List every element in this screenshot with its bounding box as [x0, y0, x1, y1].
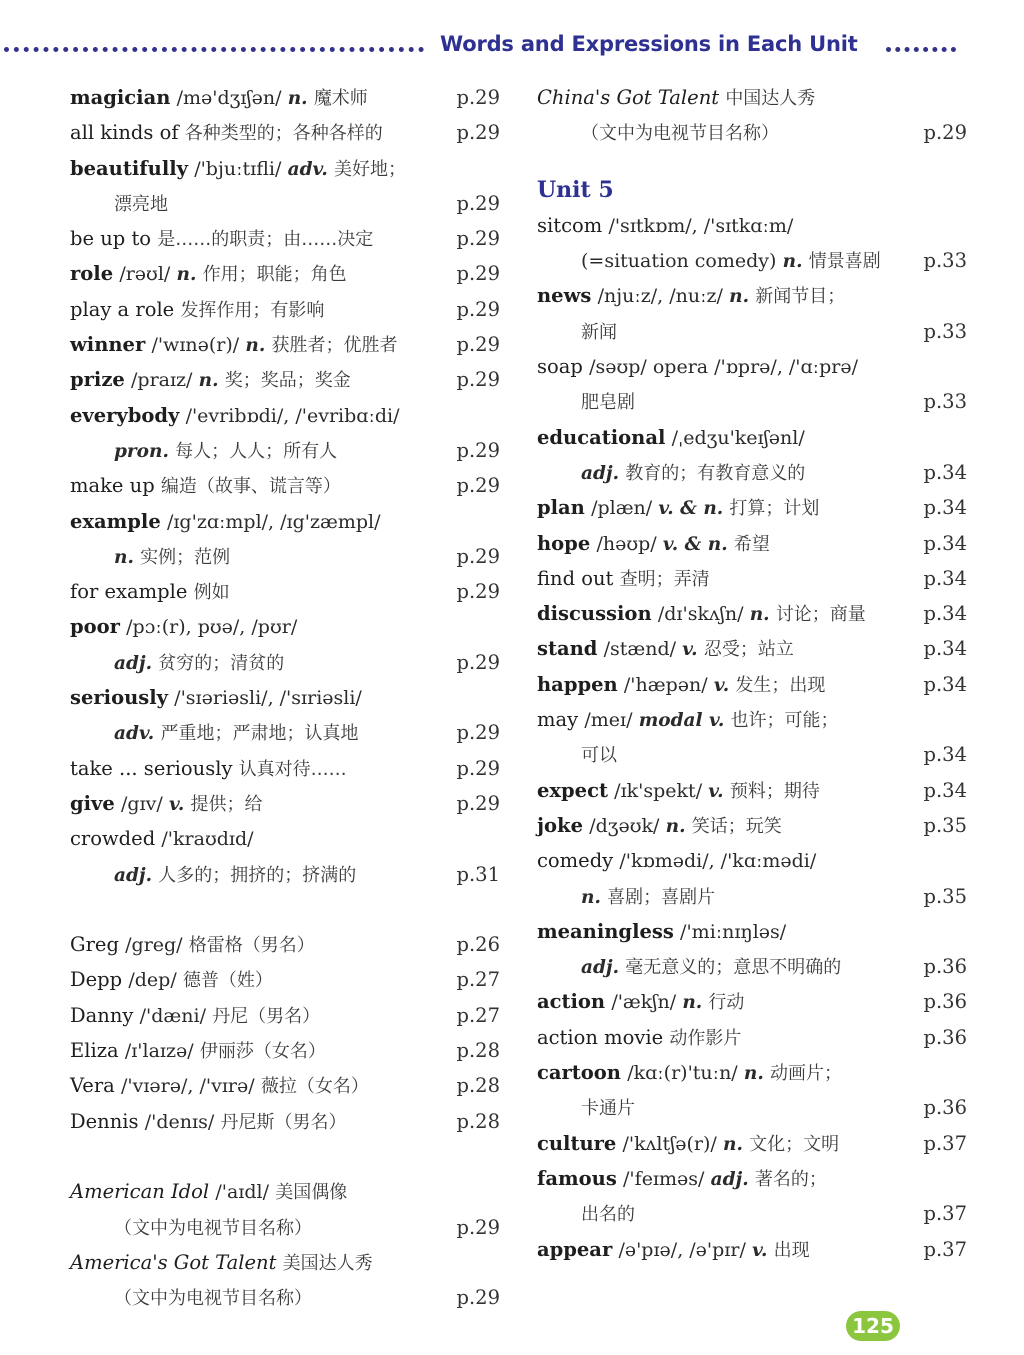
entry-phonetic: /stænd/ — [603, 638, 677, 661]
entry-phonetic: /'miːnɪŋləs/ — [680, 920, 787, 943]
entry-part-of-speech: n. — [723, 1133, 743, 1155]
entry-page-ref: p.29 — [456, 544, 500, 568]
entry-word: winner — [70, 333, 146, 357]
entry-translation: 新闻节目； — [755, 286, 846, 308]
entry-page-ref: p.29 — [456, 227, 500, 251]
entry-translation: 薇拉（女名） — [260, 1076, 369, 1098]
vocab-entry — [537, 526, 969, 561]
vocab-entry — [537, 314, 969, 349]
entry-word: beautifully — [70, 156, 188, 180]
entry-translation: 实例；范例 — [140, 546, 231, 568]
entry-translation: 打算；计划 — [729, 498, 820, 520]
entry-word: stand — [537, 637, 598, 661]
vocab-entry — [70, 539, 502, 574]
vocab-entry — [70, 609, 502, 644]
entry-page-ref: p.29 — [456, 474, 500, 498]
entry-word: culture — [537, 1131, 617, 1155]
entry-page-ref: p.29 — [456, 791, 500, 815]
entry-translation: （文中为电视节目名称） — [581, 123, 779, 145]
entry-page-ref: p.28 — [456, 1074, 500, 1098]
entry-part-of-speech: adj. — [710, 1168, 749, 1190]
left-column — [70, 80, 502, 1315]
entry-page-ref: p.29 — [456, 650, 500, 674]
entry-part-of-speech: adj. — [114, 864, 153, 886]
entry-word: comedy — [537, 849, 614, 873]
vocab-entry — [537, 914, 969, 949]
entry-translation: 行动 — [708, 992, 745, 1014]
entry-word: prize — [70, 368, 125, 392]
entry-phonetic: /səʊp/ opera /'ɒprə/, /'ɑːprə/ — [589, 356, 858, 379]
entry-translation: 动画片； — [770, 1063, 843, 1085]
vocab-entry — [70, 1104, 502, 1139]
entry-translation: 魔术师 — [313, 88, 368, 109]
entry-translation: 美国达人秀 — [282, 1252, 373, 1274]
vocab-entry — [537, 490, 969, 525]
entry-part-of-speech: adj. — [581, 957, 620, 979]
entry-translation: 获胜者；优胜者 — [271, 335, 398, 357]
vocab-entry — [70, 504, 502, 539]
entry-part-of-speech: n. — [176, 264, 197, 286]
entry-translation: 笑话；玩笑 — [691, 815, 782, 837]
entry-part-of-speech: v. — [752, 1239, 768, 1261]
entry-word: Dennis — [70, 1109, 139, 1133]
entry-page-ref: p.27 — [456, 968, 500, 992]
entry-phonetic: /greg/ — [125, 934, 183, 957]
entry-part-of-speech: n. — [245, 335, 266, 357]
entry-part-of-speech: n. — [782, 251, 803, 273]
entry-page-ref: p.37 — [923, 1202, 967, 1226]
entry-translation: 动作影片 — [669, 1027, 742, 1049]
entry-translation: 认真对待…… — [238, 758, 347, 780]
vocab-entry — [70, 927, 502, 962]
entry-page-ref: p.33 — [923, 319, 967, 343]
entry-page-ref: p.29 — [456, 756, 500, 780]
entry-word: may — [537, 708, 579, 732]
entry-phonetic: /'evribɒdi/, /'evribɑːdi/ — [185, 404, 400, 427]
entry-translation: 丹尼（男名） — [212, 1005, 321, 1027]
entry-translation: 德普（姓） — [182, 970, 273, 992]
entry-word: action — [537, 990, 606, 1014]
vocab-entry — [537, 561, 969, 596]
entry-phonetic: /ɪk'spekt/ — [614, 779, 703, 802]
spacer — [537, 151, 969, 171]
entry-part-of-speech: n. — [743, 1063, 764, 1085]
entry-part-of-speech: v. — [682, 639, 698, 661]
entry-page-ref: p.34 — [923, 566, 967, 590]
vocab-entry — [70, 1280, 502, 1315]
entry-word: give — [70, 791, 115, 815]
entry-translation: 中国达人秀 — [725, 88, 816, 109]
entry-part-of-speech: n. — [581, 886, 601, 908]
entry-translation: 预料；期待 — [729, 780, 820, 802]
entry-phonetic: /pɔː(r), pʊə/, /pʊr/ — [126, 616, 298, 639]
entry-word: seriously — [70, 686, 168, 710]
vocab-entry — [70, 221, 502, 256]
entry-page-ref: p.36 — [923, 955, 967, 979]
entry-word: Greg — [70, 933, 119, 957]
entry-page-ref: p.37 — [923, 1131, 967, 1155]
header-dots-right — [886, 47, 956, 52]
entry-part-of-speech: n. — [114, 546, 134, 568]
entry-translation: 文化；文明 — [749, 1133, 840, 1155]
vocab-entry — [70, 1033, 502, 1068]
entry-page-ref: p.29 — [456, 580, 500, 604]
entry-word: joke — [537, 813, 583, 837]
entry-page-ref: p.29 — [456, 721, 500, 745]
entry-page-ref: p.34 — [923, 778, 967, 802]
entry-page-ref: p.36 — [923, 1096, 967, 1120]
vocab-entry — [70, 468, 502, 503]
vocab-entry — [537, 208, 969, 243]
entry-phonetic: /'vɪərə/, /'vɪrə/ — [120, 1075, 255, 1098]
vocab-entry — [70, 398, 502, 433]
entry-translation: 提供；给 — [190, 793, 263, 815]
vocab-entry — [70, 80, 502, 115]
entry-translation: 忍受；站立 — [703, 639, 794, 661]
entry-word: role — [70, 262, 114, 286]
vocab-entry — [537, 1020, 969, 1055]
entry-page-ref: p.29 — [456, 297, 500, 321]
vocab-entry — [537, 455, 969, 490]
entry-translation: （文中为电视节目名称） — [114, 1217, 312, 1239]
vocab-entry — [537, 737, 969, 772]
vocab-entry — [70, 362, 502, 397]
entry-page-ref: p.29 — [456, 438, 500, 462]
entry-translation: 卡通片 — [581, 1098, 635, 1120]
vocab-entry — [537, 667, 969, 702]
vocab-entry — [70, 1245, 502, 1280]
entry-word: educational — [537, 425, 666, 449]
entry-part-of-speech: adv. — [114, 723, 155, 745]
entry-translation: 作用；职能；角色 — [202, 264, 347, 286]
entry-phonetic: /mə'dʒɪʃən/ — [176, 87, 282, 109]
entry-page-ref: p.31 — [456, 862, 500, 886]
entry-phonetic: /rəʊl/ — [119, 263, 171, 286]
entry-page-ref: p.36 — [923, 990, 967, 1014]
entry-phonetic: /'dæni/ — [139, 1004, 206, 1027]
vocab-entry — [537, 773, 969, 808]
entry-translation: 各种类型的；各种各样的 — [184, 123, 383, 145]
entry-translation: 格雷格（男名） — [188, 935, 315, 957]
vocab-entry — [537, 1055, 969, 1090]
unit-heading: Unit 5 — [537, 176, 614, 203]
entry-translation: 奖；奖品；奖金 — [224, 370, 351, 392]
entry-translation: 喜剧；喜剧片 — [607, 886, 716, 908]
entry-word: expect — [537, 778, 608, 802]
entry-word: crowded — [70, 827, 156, 851]
entry-page-ref: p.29 — [456, 333, 500, 357]
entry-word: poor — [70, 615, 120, 639]
entry-part-of-speech: n. — [729, 286, 750, 308]
entry-word: China's Got Talent — [537, 86, 720, 109]
vocab-entry — [70, 998, 502, 1033]
vocab-entry — [70, 857, 502, 892]
entry-part-of-speech: adj. — [114, 652, 153, 674]
right-column — [537, 80, 969, 1267]
entry-translation: 查明；弄清 — [619, 568, 710, 590]
vocab-entry — [70, 751, 502, 786]
vocab-entry — [70, 327, 502, 362]
entry-word: America's Got Talent — [70, 1250, 277, 1274]
vocab-entry — [537, 384, 969, 419]
entry-part-of-speech: v. & n. — [658, 498, 724, 520]
vocab-entry — [70, 821, 502, 856]
vocab-entry — [70, 115, 502, 150]
entry-phonetic: /dɪ'skʌʃn/ — [657, 603, 744, 626]
entry-translation: 美好地； — [334, 158, 407, 180]
vocab-entry — [537, 843, 969, 878]
entry-word: Danny — [70, 1003, 134, 1027]
entry-translation: （文中为电视节目名称） — [114, 1288, 312, 1310]
entry-phonetic: /'sɪəriəsli/, /'sɪriəsli/ — [174, 687, 362, 710]
vocab-entry — [70, 962, 502, 997]
entry-word: soap — [537, 355, 583, 379]
entry-phonetic: /'kɒmədi/, /'kɑːmədi/ — [619, 850, 817, 873]
entry-translation: 发挥作用；有影响 — [180, 299, 325, 321]
entry-word: magician — [70, 86, 171, 109]
entry-word: for example — [70, 580, 188, 604]
entry-phonetic: /ɪ'laɪzə/ — [124, 1040, 194, 1063]
vocab-entry — [537, 1196, 969, 1231]
vocab-entry — [70, 151, 502, 186]
entry-word: Eliza — [70, 1039, 119, 1063]
spacer — [70, 1139, 502, 1174]
entry-word: sitcom — [537, 213, 603, 237]
vocab-entry — [537, 631, 969, 666]
entry-part-of-speech: n. — [682, 992, 703, 1014]
entry-page-ref: p.34 — [923, 531, 967, 555]
entry-word: plan — [537, 496, 585, 520]
entry-phonetic: /'hæpən/ — [623, 673, 708, 696]
vocab-entry — [70, 433, 502, 468]
entry-page-ref: p.34 — [923, 672, 967, 696]
entry-part-of-speech: v. — [708, 780, 724, 802]
entry-phonetic: /dʒəʊk/ — [589, 814, 660, 837]
vocab-entry — [537, 1232, 969, 1267]
vocab-entry — [70, 680, 502, 715]
entry-phonetic: /həʊp/ — [596, 532, 657, 555]
entry-word: happen — [537, 672, 618, 696]
entry-page-ref: p.34 — [923, 496, 967, 520]
entry-page-ref: p.27 — [456, 1003, 500, 1027]
entry-translation: 贫穷的；清贫的 — [158, 652, 285, 674]
vocab-entry — [537, 596, 969, 631]
entry-page-ref: p.29 — [923, 121, 967, 145]
entry-page-ref: p.34 — [923, 602, 967, 626]
header-title: Words and Expressions in Each Unit — [440, 32, 858, 56]
vocab-entry — [70, 292, 502, 327]
entry-page-ref: p.35 — [923, 813, 967, 837]
entry-word: news — [537, 284, 592, 308]
vocab-entry — [537, 808, 969, 843]
entry-word: famous — [537, 1166, 617, 1190]
entry-translation: 可以 — [581, 745, 617, 767]
vocab-entry — [537, 1126, 969, 1161]
entry-page-ref: p.34 — [923, 637, 967, 661]
entry-translation: 严重地；严肃地；认真地 — [160, 723, 359, 745]
vocab-entry — [70, 1210, 502, 1245]
entry-word: be up to — [70, 227, 152, 251]
entry-phonetic: /'denɪs/ — [144, 1110, 215, 1133]
entry-page-ref: p.37 — [923, 1237, 967, 1261]
entry-translation: 也许；可能； — [730, 710, 839, 732]
vocab-entry — [70, 574, 502, 609]
entry-page-ref: p.29 — [456, 86, 500, 109]
vocab-entry — [537, 80, 969, 115]
vocab-entry — [537, 1161, 969, 1196]
entry-part-of-speech: n. — [198, 370, 219, 392]
entry-page-ref: p.33 — [923, 249, 967, 273]
entry-phonetic: /praɪz/ — [131, 369, 193, 392]
entry-page-ref: p.26 — [456, 933, 500, 957]
entry-word: hope — [537, 531, 591, 555]
vocab-entry — [537, 984, 969, 1019]
vocab-entry — [70, 715, 502, 750]
entry-translation: 教育的；有教育意义的 — [625, 462, 806, 484]
entry-word: appear — [537, 1237, 613, 1261]
entry-word: everybody — [70, 403, 180, 427]
entry-word: Depp — [70, 968, 123, 992]
entry-word: make up — [70, 474, 155, 498]
vocab-entry — [537, 278, 969, 313]
entry-translation: 每人；人人；所有人 — [175, 440, 338, 462]
entry-translation: 讨论；商量 — [775, 604, 866, 626]
entry-translation: 编造（故事、谎言等） — [160, 476, 341, 498]
entry-phonetic: /'bjuːtɪfli/ — [194, 157, 282, 180]
entry-phonetic: /plæn/ — [591, 497, 653, 520]
entry-page-ref: p.29 — [456, 1215, 500, 1239]
entry-part-of-speech: adv. — [287, 158, 328, 180]
entry-translation: 希望 — [733, 533, 770, 555]
entry-word: Vera — [70, 1074, 115, 1098]
vocab-entry — [70, 645, 502, 680]
entry-word: meaningless — [537, 919, 674, 943]
entry-translation: 发生；出现 — [735, 674, 826, 696]
vocab-entry — [70, 1174, 502, 1209]
entry-part-of-speech: v. & n. — [662, 533, 728, 555]
entry-translation: 人多的；拥挤的；挤满的 — [158, 864, 357, 886]
entry-part-of-speech: adj. — [581, 462, 620, 484]
entry-page-ref: p.28 — [456, 1109, 500, 1133]
entry-phonetic: /'kraʊdɪd/ — [161, 828, 254, 851]
entry-translation: 丹尼斯（男名） — [220, 1111, 347, 1133]
entry-part-of-speech: pron. — [114, 440, 169, 462]
entry-part-of-speech: n. — [665, 815, 686, 837]
entry-page-ref: p.34 — [923, 460, 967, 484]
vocab-entry — [537, 243, 969, 278]
entry-word: discussion — [537, 602, 652, 626]
vocab-entry — [537, 879, 969, 914]
unit5-entries — [537, 208, 969, 1267]
entry-part-of-speech: n. — [287, 88, 308, 109]
entry-phonetic: /gɪv/ — [120, 792, 163, 815]
entry-phonetic: /'kʌltʃə(r)/ — [622, 1132, 717, 1155]
entry-translation: 著名的； — [754, 1168, 827, 1190]
entry-page-ref: p.29 — [456, 368, 500, 392]
vocab-entry — [537, 420, 969, 455]
vocab-entry — [537, 1090, 969, 1125]
vocab-entry — [70, 256, 502, 291]
entry-page-ref: p.35 — [923, 884, 967, 908]
entry-phonetic: /ˌedʒu'keɪʃənl/ — [671, 426, 805, 449]
entry-page-ref: p.33 — [923, 390, 967, 414]
entry-word: cartoon — [537, 1061, 621, 1085]
entry-phonetic: /meɪ/ — [584, 709, 633, 732]
entry-translation: 漂亮地 — [114, 193, 168, 215]
entry-phonetic: /ɪg'zɑːmpl/, /ɪg'zæmpl/ — [166, 510, 381, 533]
vocab-entry — [537, 349, 969, 384]
entry-page-ref: p.29 — [456, 121, 500, 145]
vocab-entry — [70, 786, 502, 821]
vocab-entry — [537, 949, 969, 984]
entry-page-ref: p.36 — [923, 1025, 967, 1049]
entry-phonetic: /ə'pɪə/, /ə'pɪr/ — [618, 1238, 746, 1261]
entry-translation: 伊丽莎（女名） — [199, 1041, 326, 1063]
entry-word: example — [70, 509, 161, 533]
entry-translation: 新闻 — [581, 321, 617, 343]
entry-word: take ... seriously — [70, 756, 233, 780]
header-dots-left — [4, 47, 424, 52]
entry-page-ref: p.29 — [456, 262, 500, 286]
entry-word: find out — [537, 566, 614, 590]
entry-part-of-speech: v. — [713, 674, 730, 696]
vocab-entry — [537, 702, 969, 737]
entry-word: play a role — [70, 297, 175, 321]
entry-translation: 情景喜剧 — [808, 251, 881, 273]
entry-translation: 肥皂剧 — [581, 392, 635, 414]
entry-translation: 毫无意义的；意思不明确的 — [625, 957, 842, 979]
page-header — [0, 30, 1024, 66]
entry-translation: 是……的职责；由……决定 — [157, 229, 374, 251]
entry-translation: 例如 — [193, 582, 230, 604]
entry-translation: 美国偶像 — [275, 1182, 348, 1204]
vocab-entry — [70, 1068, 502, 1103]
entry-page-ref: p.34 — [923, 743, 967, 767]
entry-part-of-speech: n. — [749, 604, 770, 626]
entry-word: American Idol — [70, 1180, 210, 1204]
vocab-entry — [70, 186, 502, 221]
entry-phonetic: (=situation comedy) — [581, 250, 777, 273]
entry-phonetic: /'sɪtkɒm/, /'sɪtkɑːm/ — [608, 214, 794, 237]
entry-word: action movie — [537, 1025, 664, 1049]
entry-page-ref: p.29 — [456, 191, 500, 215]
vocab-entry — [537, 115, 969, 150]
spacer — [70, 892, 502, 927]
entry-phonetic: /'aɪdl/ — [215, 1181, 270, 1204]
entry-phonetic: /kɑː(r)'tuːn/ — [627, 1062, 738, 1085]
entry-translation: 出名的 — [581, 1204, 635, 1226]
entry-page-ref: p.28 — [456, 1039, 500, 1063]
entry-phonetic: /'wɪnə(r)/ — [151, 334, 240, 357]
entry-phonetic: /dep/ — [128, 969, 177, 992]
entry-phonetic: /njuːz/, /nuːz/ — [597, 285, 723, 308]
entry-page-ref: p.29 — [456, 1286, 500, 1310]
entry-word: all kinds of — [70, 121, 179, 145]
right-top-entries — [537, 80, 969, 151]
entry-phonetic: /'feɪməs/ — [623, 1167, 705, 1190]
entry-part-of-speech: modal v. — [638, 710, 725, 732]
page-number-badge: 125 — [846, 1311, 900, 1341]
entry-part-of-speech: v. — [168, 793, 185, 815]
entry-phonetic: /'ækʃn/ — [611, 991, 677, 1014]
entry-translation: 出现 — [773, 1239, 810, 1261]
